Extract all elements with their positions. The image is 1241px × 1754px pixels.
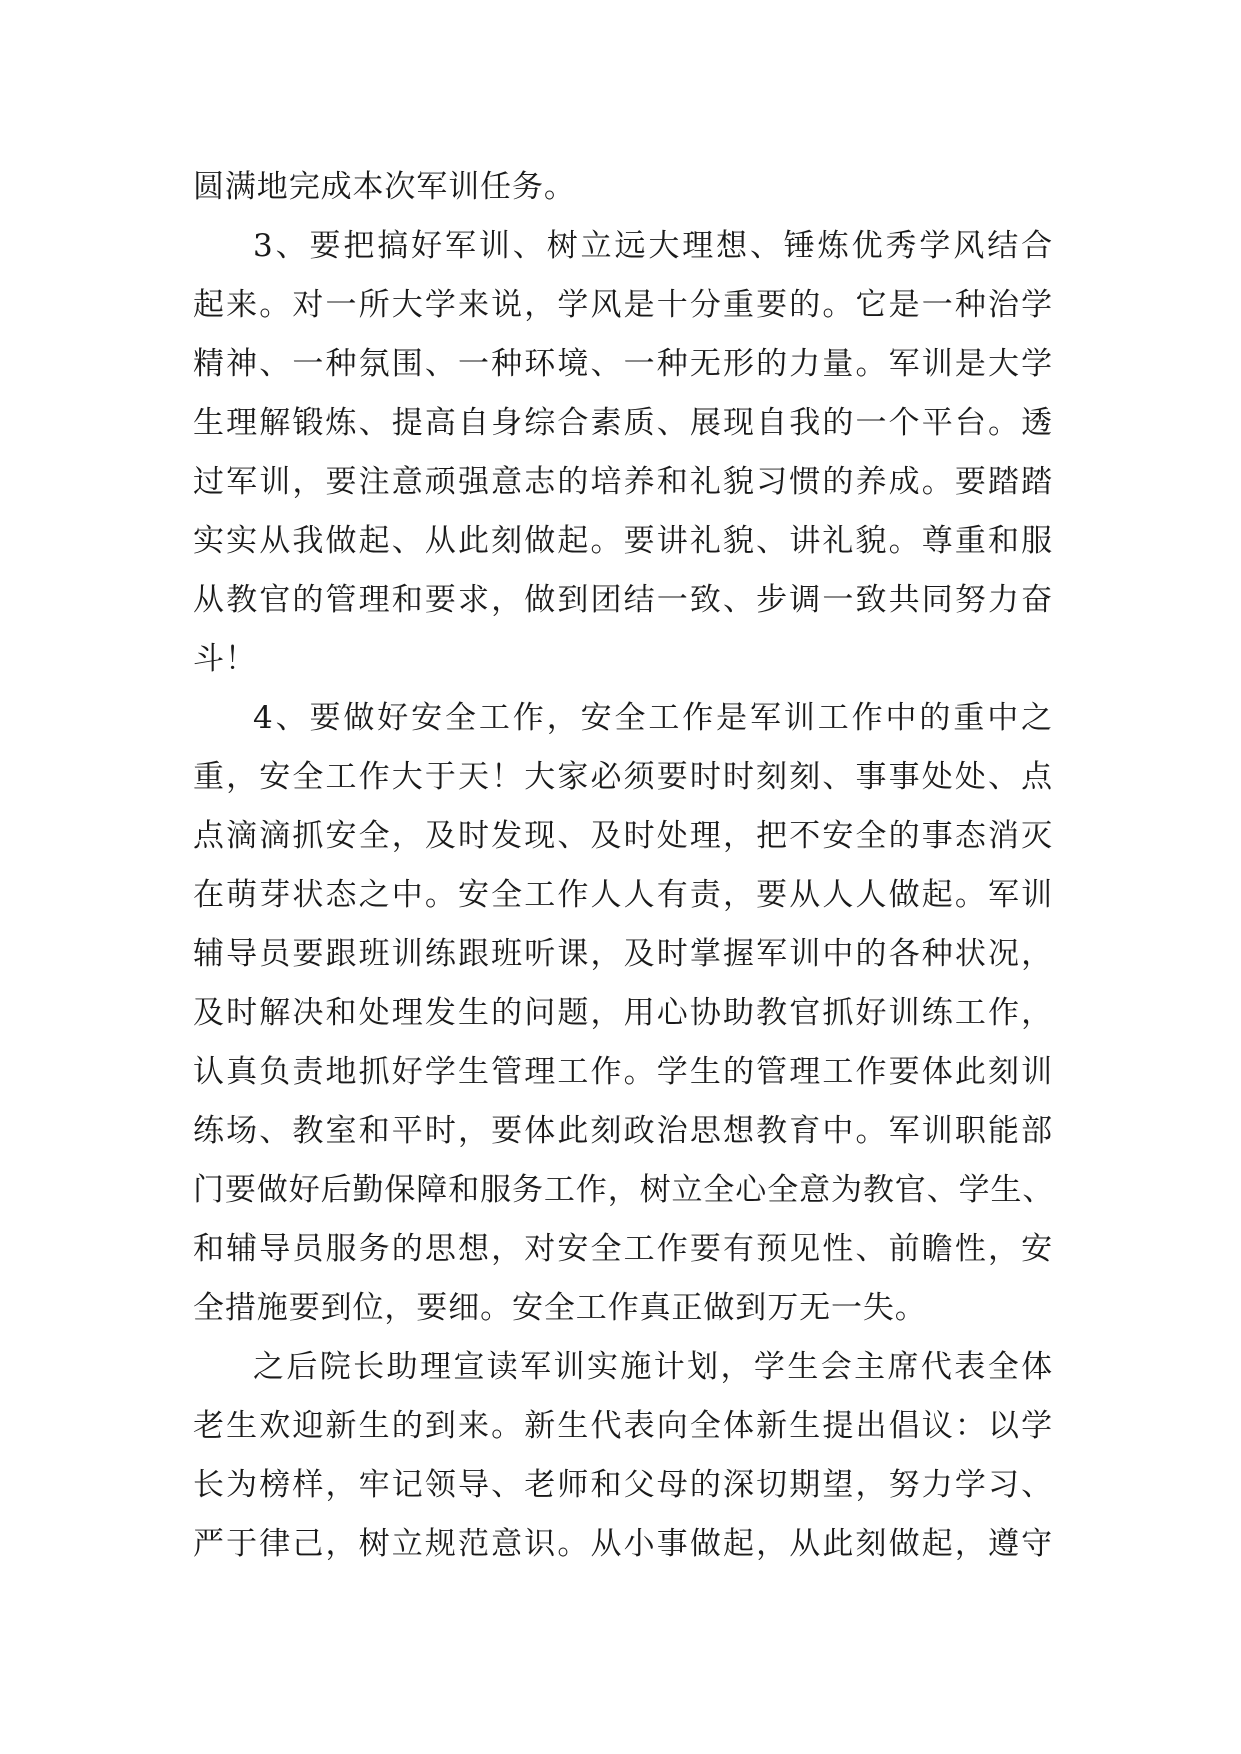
text-line: 练场、教室和平时，要体此刻政治思想教育中。军训职能部 <box>193 1113 1053 1149</box>
text-line: 从教官的管理和要求，做到团结一致、步调一致共同努力奋 <box>193 582 1053 618</box>
text-line: 全措施要到位，要细。安全工作真正做到万无一失。 <box>193 1290 927 1326</box>
text-line: 和辅导员服务的思想，对安全工作要有预见性、前瞻性，安 <box>193 1231 1053 1267</box>
text-line: 长为榜样，牢记领导、老师和父母的深切期望，努力学习、 <box>193 1467 1053 1503</box>
text-line: 严于律己，树立规范意识。从小事做起，从此刻做起，遵守 <box>193 1526 1053 1562</box>
text-line: 生理解锻炼、提高自身综合素质、展现自我的一个平台。透 <box>193 405 1053 441</box>
text-line: 精神、一种氛围、一种环境、一种无形的力量。军训是大学 <box>193 346 1053 382</box>
text-line: 斗！ <box>193 641 257 677</box>
text-line: 在萌芽状态之中。安全工作人人有责，要从人人做起。军训 <box>193 877 1053 913</box>
document-body-text <box>193 158 1053 1574</box>
text-line: 门要做好后勤保障和服务工作，树立全心全意为教官、学生、 <box>193 1172 1055 1208</box>
text-line: 4、要做好安全工作，安全工作是军训工作中的重中之 <box>253 700 1053 736</box>
text-line: 圆满地完成本次军训任务。 <box>193 169 576 205</box>
text-line: 老生欢迎新生的到来。新生代表向全体新生提出倡议：以学 <box>193 1408 1053 1444</box>
text-line: 辅导员要跟班训练跟班听课，及时掌握军训中的各种状况， <box>193 936 1053 972</box>
text-line: 实实从我做起、从此刻做起。要讲礼貌、讲礼貌。尊重和服 <box>193 523 1053 559</box>
text-line: 起来。对一所大学来说，学风是十分重要的。它是一种治学 <box>193 287 1053 323</box>
text-line: 及时解决和处理发生的问题，用心协助教官抓好训练工作， <box>193 995 1053 1031</box>
text-line: 重，安全工作大于天！大家必须要时时刻刻、事事处处、点 <box>193 759 1053 795</box>
text-line: 点滴滴抓安全，及时发现、及时处理，把不安全的事态消灭 <box>193 818 1053 854</box>
text-line: 认真负责地抓好学生管理工作。学生的管理工作要体此刻训 <box>193 1054 1053 1090</box>
text-line: 3、要把搞好军训、树立远大理想、锤炼优秀学风结合 <box>253 228 1053 264</box>
text-line: 之后院长助理宣读军训实施计划，学生会主席代表全体 <box>253 1349 1053 1385</box>
text-line: 过军训，要注意顽强意志的培养和礼貌习惯的养成。要踏踏 <box>193 464 1053 500</box>
